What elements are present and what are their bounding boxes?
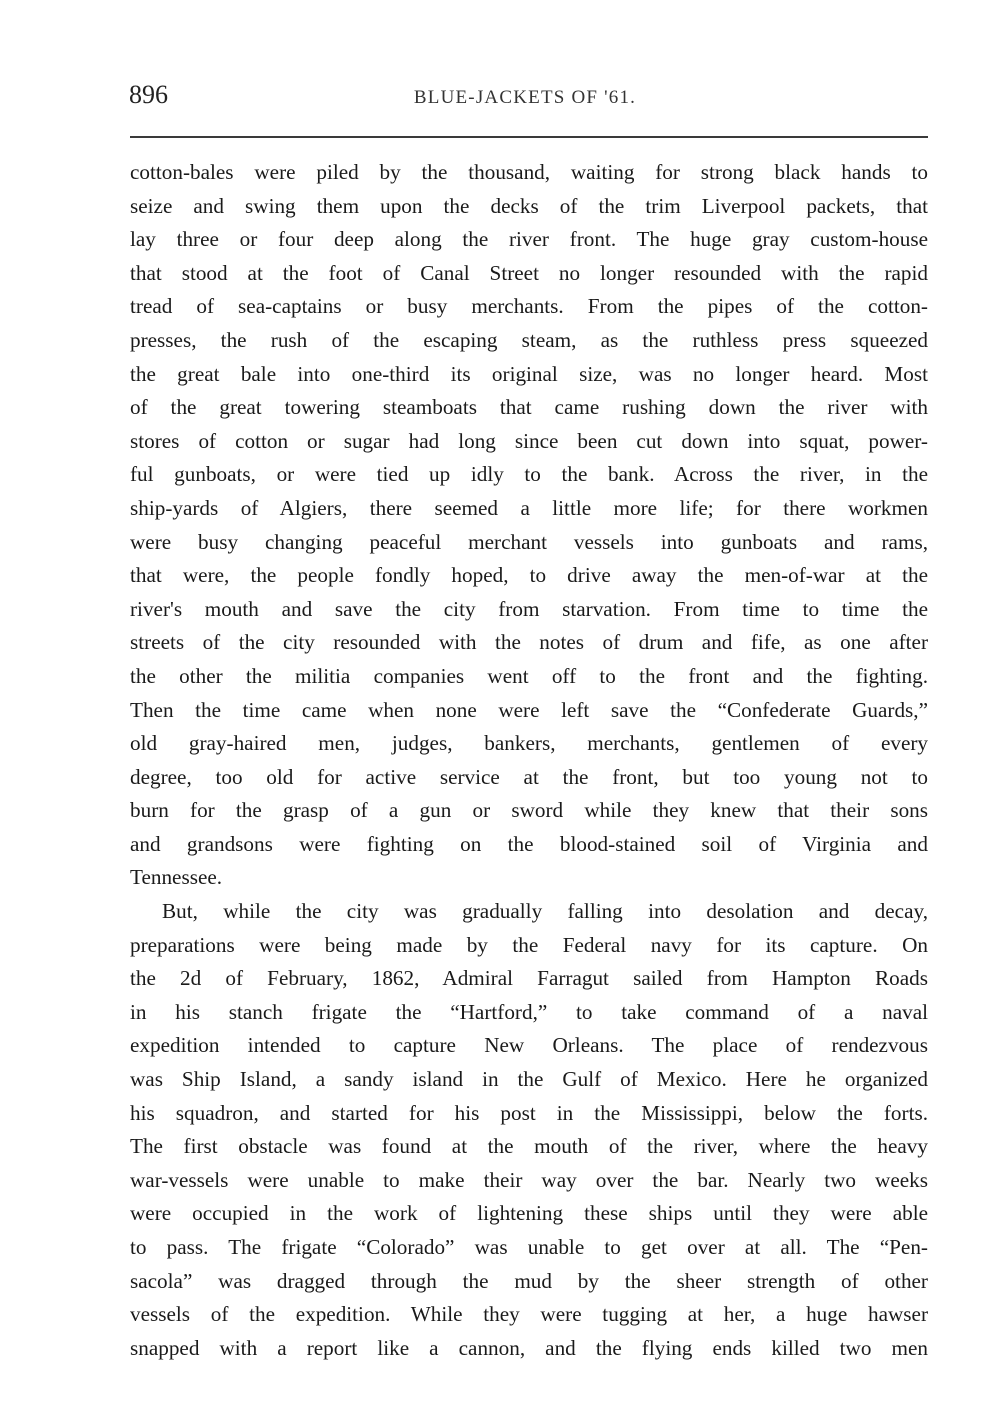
text-line: the other the militia companies went off to the front and the fighting. [130, 663, 928, 688]
text-line: was Ship Island, a sandy island in the Gulf of Mexico. Here he organized [130, 1067, 928, 1092]
text-line: the 2d of February, 1862, Admiral Farragut sailed from Hampton Roads [130, 966, 928, 991]
text-line: in his stanch frigate the “Hartford,” to take command of a naval [130, 999, 928, 1024]
body-text [130, 156, 928, 1365]
text-line: ful gunboats, or were tied up idly to the bank. Across the river, in the [130, 462, 928, 487]
paragraph-end-line: Tennessee. [130, 865, 223, 890]
text-line: degree, too old for active service at the front, but too young not to [130, 764, 928, 789]
running-title: BLUE-JACKETS OF '61. [413, 87, 637, 108]
text-line: stores of cotton or sugar had long since been cut down into squat, power- [130, 428, 928, 453]
header-rule [130, 136, 928, 138]
text-line: seize and swing them upon the decks of the trim Liverpool packets, that [130, 193, 928, 218]
text-line: preparations were being made by the Federal navy for its capture. On [130, 932, 928, 957]
text-line: river's mouth and save the city from starvation. From time to time the [130, 596, 928, 621]
text-line: snapped with a report like a cannon, and the flying ends killed two men [130, 1335, 928, 1360]
text-line: Then the time came when none were left save the “Confederate Guards,” [130, 697, 928, 722]
text-line: war-vessels were unable to make their way over the bar. Nearly two weeks [130, 1167, 928, 1192]
paragraph-start-line: But, while the city was gradually falling into desolation and decay, [162, 899, 928, 924]
text-line: the great bale into one-third its original size, was no longer heard. Most [130, 361, 928, 386]
text-line: of the great towering steamboats that came rushing down the river with [130, 395, 928, 420]
text-line: expedition intended to capture New Orleans. The place of rendezvous [130, 1033, 928, 1058]
text-line: and grandsons were fighting on the blood-stained soil of Virginia and [130, 831, 928, 856]
text-line: his squadron, and started for his post in the Mississippi, below the forts. [130, 1100, 928, 1125]
page-number: 896 [129, 80, 168, 109]
text-line: lay three or four deep along the river front. The huge gray custom-house [130, 227, 928, 252]
text-line: presses, the rush of the escaping steam, as the ruthless press squeezed [130, 327, 928, 352]
text-line: ship-yards of Algiers, there seemed a little more life; for there workmen [130, 495, 928, 520]
text-line: were occupied in the work of lightening these ships until they were able [130, 1201, 928, 1226]
text-line: vessels of the expedition. While they were tugging at her, a huge hawser [130, 1302, 928, 1327]
text-line: sacola” was dragged through the mud by the sheer strength of other [130, 1268, 928, 1293]
text-line: streets of the city resounded with the notes of drum and fife, as one after [130, 630, 928, 655]
text-line: that were, the people fondly hoped, to drive away the men-of-war at the [130, 563, 928, 588]
text-line: tread of sea-captains or busy merchants. From the pipes of the cotton- [130, 294, 928, 319]
text-line: that stood at the foot of Canal Street no longer resounded with the rapid [130, 260, 928, 285]
text-line: burn for the grasp of a gun or sword while they knew that their sons [130, 798, 928, 823]
text-line: old gray-haired men, judges, bankers, merchants, gentlemen of every [130, 731, 928, 756]
text-line: cotton-bales were piled by the thousand, waiting for strong black hands to [130, 160, 928, 184]
text-line: to pass. The frigate “Colorado” was unable to get over at all. The “Pen- [130, 1235, 928, 1259]
text-line: The first obstacle was found at the mouth of the river, where the heavy [130, 1134, 928, 1159]
text-line: were busy changing peaceful merchant vessels into gunboats and rams, [130, 529, 928, 554]
